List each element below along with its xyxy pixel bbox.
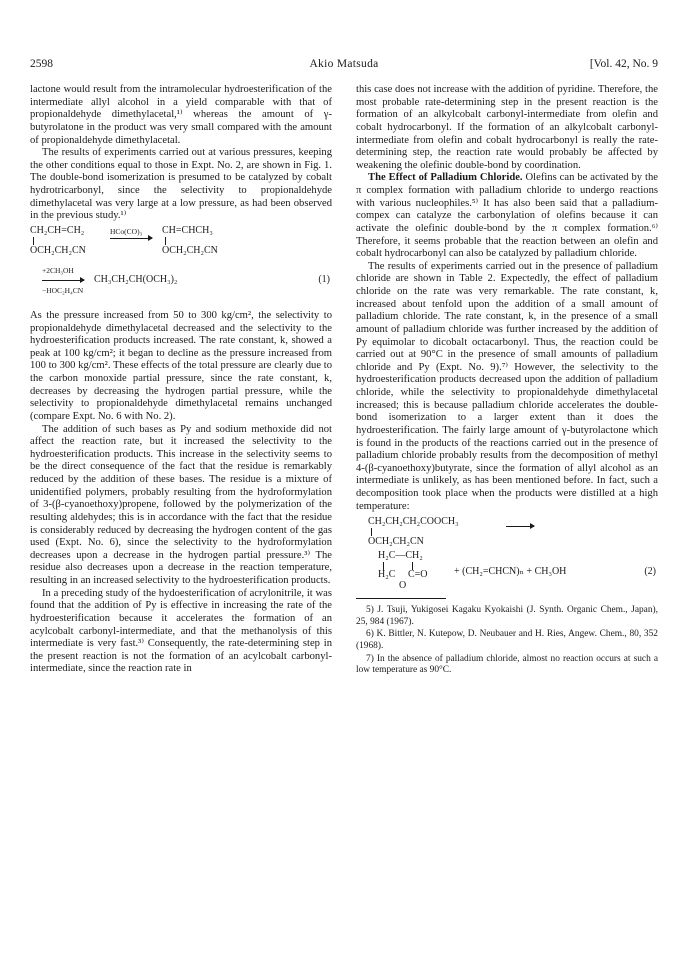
section-title: The Effect of Palladium Chloride. <box>368 172 523 184</box>
paragraph: The results of experiments carried out in the presence of palladium chloride are shown in Table 2. Expectedly, the effect of palladium chloride on the rate was very remarkable. The rate constant, k, increased about tenfold upon the addition of a small amount of palladium chloride. The rate constant, k, in the presence of a small amount of palladium chloride was further increased by the addition of Py equimolar to dicobalt octacarbonyl. Thus, the reaction could be carried out at 90°C in the presence of small amounts of palladium chloride and Py (Expt. No. 9).⁷⁾ However, the selectivity to the hydroesterification products decreased upon the addition of palladium chloride, while the selectivity to propionaldehyde dimethylacetal increased; this is because palladium chloride accelerates the double-bond isomerization to a larger extent than it does the hydroesterification. The fairly large amount of γ-butyrolactone which is found in the products of the reactions carried out in the presence of palladium chloride probably results from the decomposition of methyl 4-(β-cyanoethoxy)butyrate, since the formation of allyl alcohol as an intermediate is unlikely, as has been mentioned before. In fact, such a decomposition took place when the products were distilled at a high temperature: <box>356 260 658 512</box>
footnote: 7) In the absence of palladium chloride, almost no reaction occurs at such a low temperature as 90°C. <box>356 653 658 676</box>
reactant-top: CH₂CH=CH₂ <box>30 224 85 236</box>
reagent-above: +2CH₃OH <box>42 265 74 275</box>
ring-right: C=O <box>408 569 428 581</box>
section-paragraph <box>356 172 658 260</box>
reaction-scheme-1 <box>30 225 332 307</box>
paragraph: The addition of such bases as Py and sodium methoxide did not affect the reaction rate, but it increased the selectivity to the hydroesterification products. This increase in the selectivity seems to be the direct consequence of the fact that the residue is remarkably reduced by the addition of these bases. The residue is a mixture of unidentified polymers, probably resulting from the hydroformylation of 3-(β-cyanoethoxy)propene, followed by the polymerization of the resulting aldehydes; this is in accordance with the fact that the residue is considerably reduced by decreasing the hydrogen content of the gas used (Expt. No. 6), since the selectivity to the hydroformylation decreases upon a decrease in the hydrogen partial pressure.³⁾ The residue also decreases upon a decrease in the reaction temperature, resulting in an increased selectivity to the hydroesterification products. <box>30 423 332 586</box>
page-number: 2598 <box>30 58 53 70</box>
ring-left: H₂C <box>378 569 396 581</box>
ring-top: H₂C—CH₂ <box>378 550 423 562</box>
running-header <box>30 58 658 74</box>
reactant-top: CH₂CH₂CH₂COOCH₃ <box>368 516 459 528</box>
reactant-bottom: OCH₂CH₂CN <box>30 244 86 256</box>
bond-line <box>371 528 372 536</box>
bond-line <box>33 237 34 245</box>
ring-oxygen: O <box>399 580 407 592</box>
products: + (CH₂=CHCN)ₙ + CH₃OH <box>454 566 567 578</box>
left-column <box>30 84 332 676</box>
footnotes <box>356 605 658 677</box>
paragraph-text: Olefins can be activated by the π complex formation with palladium chloride to undergo reactions with various nucleophiles.⁵⁾ It has also been said that a palladium-compex can catalyze the carbonylation of olefins because it can activate the olefinic double-bond by the π complex formation.⁶⁾ Therefore, it seems probable that the reaction between an olefin and cobalt hydrocarbonyl can also be catalyzed by palladium chloride. <box>356 172 658 260</box>
footnote: 5) J. Tsuji, Yukigosei Kagaku Kyokaishi (J. Synth. Organic Chem., Japan), 25, 984 (1967). <box>356 605 658 627</box>
intermediate-top: CH=CHCH₃ <box>162 224 213 236</box>
equation-number: (2) <box>644 566 656 578</box>
intermediate-bottom: OCH₂CH₂CN <box>162 244 218 256</box>
reaction-arrow <box>110 238 152 239</box>
reaction-scheme-2 <box>356 516 658 592</box>
reaction-arrow <box>506 526 534 527</box>
footnote-divider <box>356 598 446 599</box>
paragraph: The results of experiments carried out at various pressures, keeping the other conditions equal to those in Expt. No. 2, are shown in Fig. 1. The double-bond isomerization is presumed to be catalyzed by cobalt hydrotricarbonyl, since the selectivity to propionaldehyde dimethylacetal was very large at a low pressure, as had been observed in the previous study.¹⁾ <box>30 147 332 222</box>
footnote: 6) K. Bittler, N. Kutepow, D. Neubauer and H. Ries, Angew. Chem., 80, 352 (1968). <box>356 629 658 652</box>
reactant-bottom: OCH₂CH₂CN <box>368 536 424 548</box>
catalyst-label: HCo(CO)₃ <box>110 226 143 236</box>
right-column <box>356 84 658 678</box>
paragraph: this case does not increase with the addition of pyridine. Therefore, the most probable rate-determining step in the present reaction is the formation of an alkylcobalt carbonyl-intermediate from olefin and cobalt hydrocarbonyl. If the formation of an alkylcobalt carbonyl-intermediate from olefin and cobalt hydrocarbonyl is really the rate-determining step, the reaction rate would probably be affected by weakening the olefinic double-bond by coordination. <box>356 84 658 171</box>
reagent-below: −HOC₂H₄CN <box>42 285 84 295</box>
product: CH₃CH₂CH(OCH₃)₂ <box>94 273 178 285</box>
reaction-arrow <box>42 280 84 281</box>
bond-line <box>165 237 166 245</box>
running-author: Akio Matsuda <box>309 58 379 70</box>
paragraph: In a preceding study of the hydoesterification of acrylonitrile, it was found that the addition of Py is effective in increasing the rate of the hydroesterification because it accelerates the formation of an acylcobalt carbonyl-intermediate, and that the methanolysis of this intermediate is very fast.³⁾ Consequently, the rate-determining step in the present reaction is not the formation of an acylcobalt carbonyl-intermediate, since the reaction rate in <box>30 587 332 675</box>
volume-info: [Vol. 42, No. 9 <box>589 58 658 70</box>
equation-number: (1) <box>318 273 330 285</box>
paragraph: lactone would result from the intramolecular hydroesterification of the intermediate allyl alcohol in a yield comparable with that of propionaldehyde dimethylacetal,¹⁾ whereas the amount of γ-butyrolatone in the product was very small compared with the amount of propionaldehyde dimethylacetal. <box>30 84 332 146</box>
paragraph: As the pressure increased from 50 to 300 kg/cm², the selectivity to propionaldehyde dimethylacetal decreased and the selectivity to the hydroesterification products increased. The rate constant, k, showed a peak at 100 kg/cm²; it began to decline as the pressure increased from 100 to 300 kg/cm². These effects of the total pressure are clearly due to the carbon monoxide partial pressure, since the rate constant, k, decreases by decreasing the hydrogen partial pressure, while the selectivity to propionaldehyde dimethylacetal remains unchanged (compare Expt. No. 6 with No. 2). <box>30 309 332 422</box>
